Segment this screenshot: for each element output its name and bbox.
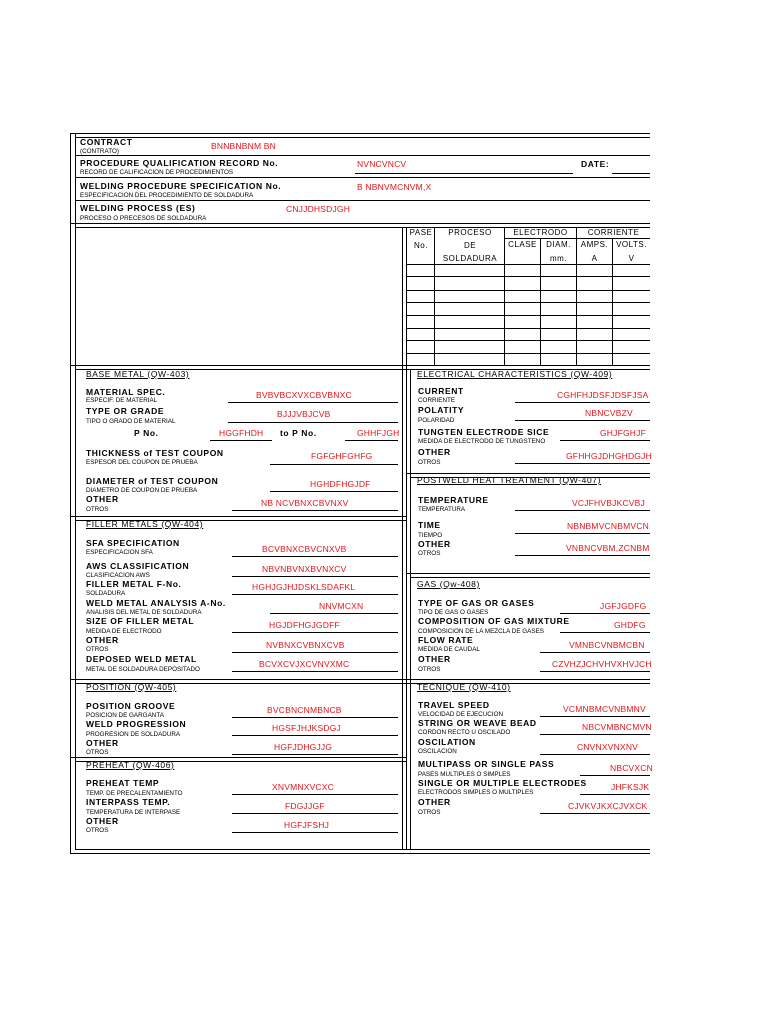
gas-other-sub: OTROS <box>418 666 441 673</box>
pwht-time-label: TIME <box>418 520 441 530</box>
col-amps: AMPS. <box>580 240 609 249</box>
oscillation-sub: OSCILACION <box>418 748 457 755</box>
string-weave-sub: CORDON RECTO U OSCILADO <box>418 729 511 736</box>
col-volts: VOLTS. <box>616 240 647 249</box>
travel-value[interactable]: VCMNBMCVNBMNV <box>563 704 646 714</box>
multipass-sub: PASES MULTIPLES O SIMPLES <box>418 771 511 778</box>
material-spec-sub: ESPECIF. DE MATERIAL <box>86 397 158 404</box>
current-value[interactable]: CGHFHJDSFJDSFJSA <box>557 390 649 400</box>
multipass-value[interactable]: NBCVXCN <box>610 763 653 773</box>
interpass-sub: TEMPERATURA DE INTERPASE <box>86 809 181 816</box>
col-de: DE <box>463 241 477 250</box>
travel-sub: VELOCIDAD DE EJECUCION <box>418 711 504 718</box>
deposed-sub: METAL DE SOLDADURA DEPOSITADO <box>86 666 200 673</box>
pno-label: P No. <box>134 428 159 438</box>
polarity-sub: POLARIDAD <box>418 417 455 424</box>
pwht-temp-sub: TEMPERATURA <box>418 506 466 513</box>
thickness-label: THICKNESS of TEST COUPON <box>86 448 224 458</box>
contract-label: CONTRACT <box>80 137 133 147</box>
size-filler-value[interactable]: HGJDFHGJGDFF <box>269 620 340 630</box>
preheat-temp-value[interactable]: XNVMNXVCXC <box>272 782 334 792</box>
col-electrodo: ELECTRODO <box>513 228 568 237</box>
electrical-other-label: OTHER <box>418 447 451 457</box>
thickness-value[interactable]: FGFGHFGHFG <box>311 451 373 461</box>
to-pno-label: to P No. <box>280 428 317 438</box>
thickness-sub: ESPESOR DEL COUPON DE PRUEBA <box>86 459 198 466</box>
type-grade-sub: TIPO O GRADO DE MATERIAL <box>86 418 176 425</box>
groove-sub: POSICION DE GARGANTA <box>86 712 164 719</box>
aws-value[interactable]: NBVNBVNXBVNXCV <box>262 564 347 574</box>
pno-value[interactable]: HGGFHDH <box>219 428 264 438</box>
position-other-value[interactable]: HGFJDHGJJG <box>274 742 333 752</box>
current-sub: CORRIENTE <box>418 397 456 404</box>
size-filler-label: SIZE OF FILLER METAL <box>86 616 195 626</box>
pqr-label: PROCEDURE QUALIFICATION RECORD No. <box>80 158 279 168</box>
pwht-other-sub: OTROS <box>418 550 441 557</box>
fno-value[interactable]: HGHJGJHJDSKLSDAFKL <box>252 582 356 592</box>
deposed-label: DEPOSED WELD METAL <box>86 654 197 664</box>
size-filler-sub: MEDIDA DE ELECTRODO <box>86 628 162 635</box>
pwht-time-value[interactable]: NBNBMVCNBMVCN <box>567 521 649 531</box>
pwht-time-sub: TIEMPO <box>418 532 443 539</box>
position-title: POSITION (QW-405) <box>86 682 177 692</box>
diameter-label: DIAMETER of TEST COUPON <box>86 476 219 486</box>
pqr-sub: RECORD DE CALIFICACION DE PROCEDIMIENTOS <box>80 169 234 176</box>
gas-comp-label: COMPOSITION OF GAS MIXTURE <box>418 616 570 626</box>
pwht-other-value[interactable]: VNBNCVBM,ZCNBM <box>566 543 650 553</box>
weld-analysis-label: WELD METAL ANALYSIS A-No. <box>86 598 226 608</box>
electrical-title: ELECTRICAL CHARACTERISTICS (QW-409) <box>417 369 613 379</box>
tungsten-sub: MEDIDA DE ELECTRODO DE TUNGSTENO <box>418 438 546 445</box>
col-pase: PASE <box>409 228 433 237</box>
base-other-label: OTHER <box>86 494 119 504</box>
filler-other-value[interactable]: NVBNXCVBNXCVB <box>266 640 345 650</box>
process-sub: PROCESO O PRECESOS DE SOLDADURA <box>80 215 207 222</box>
fno-label: FILLER METAL F-No. <box>86 579 182 589</box>
progression-value[interactable]: HGSFJHJKSDGJ <box>272 723 341 733</box>
preheat-other-sub: OTROS <box>86 827 109 834</box>
fno-sub: SOLDADURA <box>86 590 126 597</box>
col-no: No. <box>414 241 428 250</box>
sfa-value[interactable]: BCVBNXCBVCNXVB <box>262 544 347 554</box>
gas-other-value[interactable]: CZVHZJCHVHVXHVJCH <box>552 659 652 669</box>
technique-other-value[interactable]: CJVKVJKXCJVXCK <box>568 801 648 811</box>
single-multiple-label: SINGLE OR MULTIPLE ELECTRODES <box>418 778 587 788</box>
position-other-label: OTHER <box>86 738 119 748</box>
pwht-other-label: OTHER <box>418 539 451 549</box>
sfa-label: SFA SPECIFICATION <box>86 538 180 548</box>
electrical-other-value[interactable]: GFHHGJDHGHDGJH <box>566 451 652 461</box>
col-v: V <box>628 254 635 263</box>
deposed-value[interactable]: BCVXCVJXCVNVXMC <box>259 659 350 669</box>
aws-sub: CLASIFICACION AWS <box>86 572 150 579</box>
col-a: A <box>591 254 598 263</box>
material-spec-label: MATERIAL SPEC. <box>86 387 166 397</box>
multipass-label: MULTIPASS OR SINGLE PASS <box>418 759 555 769</box>
col-diam: DIAM. <box>546 240 571 249</box>
groove-label: POSITION GROOVE <box>86 701 176 711</box>
gas-type-sub: TIPO DE GAS O GASES <box>418 609 489 616</box>
current-label: CURRENT <box>418 386 464 396</box>
col-corriente: CORRIENTE <box>587 228 640 237</box>
preheat-other-value[interactable]: HGFJFSHJ <box>284 820 330 830</box>
flow-rate-value[interactable]: VMNBCVNBMCBN <box>569 640 645 650</box>
wps-label: WELDING PROCEDURE SPECIFICATION No. <box>80 181 282 191</box>
col-clase: CLASE <box>508 240 537 249</box>
type-grade-value[interactable]: BJJJVBJCVB <box>277 409 331 419</box>
to-pno-value[interactable]: GHHFJGH <box>357 428 400 438</box>
polarity-value[interactable]: NBNCVBZV <box>585 408 633 418</box>
technique-other-label: OTHER <box>418 797 451 807</box>
oscillation-value[interactable]: CNVNXVNXNV <box>577 742 639 752</box>
groove-value[interactable]: BVCBNCNMBNCB <box>267 705 342 715</box>
preheat-temp-label: PREHEAT TEMP <box>86 778 160 788</box>
type-grade-label: TYPE OR GRADE <box>86 406 165 416</box>
progression-label: WELD PROGRESSION <box>86 719 187 729</box>
filler-title: FILLER METALS (QW-404) <box>86 519 204 529</box>
filler-other-label: OTHER <box>86 635 119 645</box>
base-other-sub: OTROS <box>86 506 109 513</box>
contract-sub: (CONTRATO) <box>80 148 119 155</box>
pqr-value[interactable]: NVNCVNCV <box>357 159 407 169</box>
date-label: DATE: <box>581 159 610 169</box>
filler-other-sub: OTROS <box>86 646 109 653</box>
position-other-sub: OTROS <box>86 749 109 756</box>
single-multiple-sub: ELECTRODOS SIMPLES O MULTIPLES <box>418 789 534 796</box>
aws-label: AWS CLASSIFICATION <box>86 561 190 571</box>
flow-rate-sub: MEDIDA DE CAUDAL <box>418 646 480 653</box>
tungsten-value[interactable]: GHJFGHJF <box>600 428 646 438</box>
single-multiple-value[interactable]: JHFKSJK <box>611 782 650 792</box>
process-label: WELDING PROCESS (ES) <box>80 203 196 213</box>
col-proceso: PROCESO <box>448 228 492 237</box>
gas-type-value[interactable]: JGFJGDFG <box>600 601 647 611</box>
sfa-sub: ESPECIFICACION SFA <box>86 549 153 556</box>
gas-other-label: OTHER <box>418 654 451 664</box>
col-mm: mm. <box>549 254 568 263</box>
progression-sub: PROGRESION DE SOLDADURA <box>86 731 181 738</box>
gas-type-label: TYPE OF GAS OR GASES <box>418 598 535 608</box>
pwht-temp-value[interactable]: VCJFHVBJKCVBJ <box>572 498 645 508</box>
weld-analysis-value[interactable]: NNVMCXN <box>319 601 364 611</box>
process-value[interactable]: CNJJDHSDJGH <box>286 204 351 214</box>
pwht-temp-label: TEMPERATURE <box>418 495 489 505</box>
preheat-temp-sub: TEMP. DE PRECALENTAMIENTO <box>86 790 183 797</box>
gas-comp-sub: COMPOSICION DE LA MEZCLA DE GASES <box>418 628 544 635</box>
preheat-other-label: OTHER <box>86 816 119 826</box>
wps-value[interactable]: B NBNVMCNVM,X <box>357 182 432 192</box>
flow-rate-label: FLOW RATE <box>418 635 474 645</box>
col-soldadura: SOLDADURA <box>442 254 498 263</box>
electrical-other-sub: OTROS <box>418 459 441 466</box>
gas-title: GAS (Qw-408) <box>417 579 480 589</box>
technique-title: TECNIQUE (QW-410) <box>417 682 511 692</box>
pwht-title: POSTWELD HEAT TREATMENT (QW-407) <box>417 475 602 485</box>
gas-comp-value[interactable]: GHDFG <box>614 620 646 630</box>
technique-other-sub: OTROS <box>418 809 441 816</box>
preheat-title: PREHEAT (QW-406) <box>86 760 175 770</box>
interpass-label: INTERPASS TEMP. <box>86 797 171 807</box>
material-spec-value[interactable]: BVBVBCXVXCBVBNXC <box>256 390 352 400</box>
polarity-label: POLATITY <box>418 405 465 415</box>
tungsten-label: TUNGTEN ELECTRODE SICE <box>418 427 550 437</box>
travel-label: TRAVEL SPEED <box>418 700 490 710</box>
string-weave-value[interactable]: NBCVMBNCMVN <box>582 722 652 732</box>
wps-sub: ESPECIFICACION DEL PROCEDIMIENTO DE SOLDADURA <box>80 192 254 199</box>
contract-value[interactable]: BNNBNBNM BN <box>211 141 277 151</box>
diameter-sub: DIAMETRO DE COUPON DE PRUEBA <box>86 487 198 494</box>
base-metal-title: BASE METAL (QW-403) <box>86 369 190 379</box>
base-other-value[interactable]: NB NCVBNXCBVNXV <box>261 498 349 508</box>
string-weave-label: STRING OR WEAVE BEAD <box>418 718 537 728</box>
oscillation-label: OSCILATION <box>418 737 476 747</box>
diameter-value[interactable]: HGHDFHGJDF <box>310 479 371 489</box>
weld-analysis-sub: ANALISIS DEL METAL DE SOLDADURA <box>86 609 202 616</box>
interpass-value[interactable]: FDGJJGF <box>285 801 325 811</box>
